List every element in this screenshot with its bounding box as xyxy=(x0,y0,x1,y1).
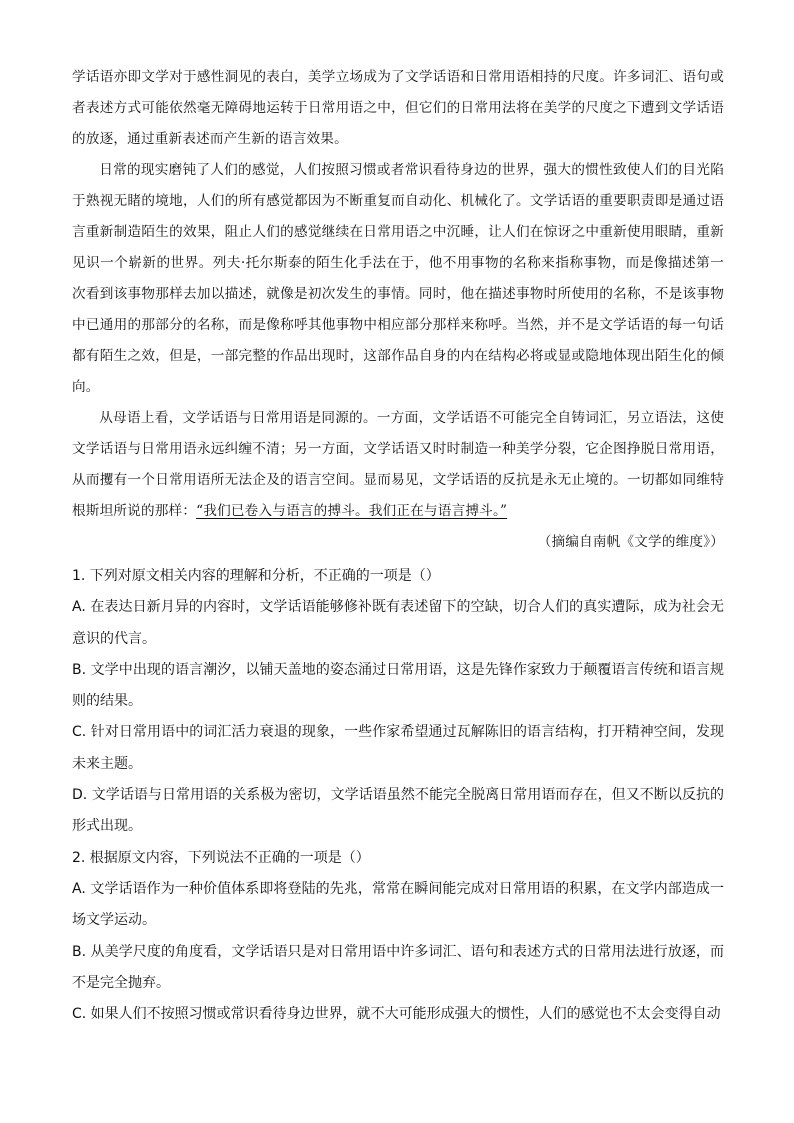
question-1-stem: 1. 下列对原文相关内容的理解和分析，不正确的一项是（） xyxy=(72,568,440,584)
passage-paragraph-1: 学话语亦即文学对于感性洞见的表白，美学立场成为了文学话语和日常用语相持的尺度。许多词汇、语句或者表述方式可能依然毫无障碍地运转于日常用语之中，但它们的日常用法将在美学的尺度之下遭到文学话语的放逐，通过重新表述而产生新的语言效果。 xyxy=(72,69,724,147)
question-2-stem: 2. 根据原文内容，下列说法不正确的一项是（） xyxy=(72,849,370,866)
passage-source: （摘编自南帆《文学的维度》） xyxy=(537,534,724,550)
question-1-option-b: B. 文学中出现的语言潮汐，以铺天盖地的姿态涌过日常用语，这是先锋作家致力于颠覆语言传统和语言规则的结果。 xyxy=(72,661,724,710)
passage-paragraph-3-text: 从母语上看，文学话语与日常用语是同源的。一方面，文学话语不可能完全自铸词汇，另立语法，这使文学话语与日常用语永远纠缠不清；另一方面，文学话语又时时制造一种美学分裂，它企图挣脱日常用语，从而攫有一个日常用语所无法企及的语言空间。显而易见，文学话语的反抗是永无止境的。一切都如同维特根斯坦所说的那样： xyxy=(72,410,724,519)
passage-paragraph-3 xyxy=(72,403,724,527)
question-2-option-c: C. 如果人们不按照习惯或常识看待身边世界，就不大可能形成强大的惯性，人们的感觉也不太会变得自动 xyxy=(72,1006,721,1023)
passage-paragraph-2: 日常的现实磨钝了人们的感觉，人们按照习惯或者常识看待身边的世界，强大的惯性致使人们的目光陷于熟视无睹的境地，人们的所有感觉都因为不断重复而自动化、机械化了。文学话语的重要职责即是通过语言重新制造陌生的效果，阻止人们的感觉继续在日常用语之中沉睡，让人们在惊讶之中重新使用眼睛，重新见识一个崭新的世界。列夫·托尔斯泰的陌生化手法在于，他不用事物的名称来指称事物，而是像描述第一次看到该事物那样去加以描述，就像是初次发生的事情。同时，他在描述事物时所使用的名称，不是该事物中已通用的那部分的名称，而是像称呼其他事物中相应部分那样来称呼。当然，并不是文学话语的每一句话都有陌生之效，但是，一部完整的作品出现时，这部作品自身的内在结构必将或显或隐地体现出陌生化的倾向。 xyxy=(72,162,724,395)
reading-passage xyxy=(72,62,724,558)
question-1-option-a: A. 在表达日新月异的内容时，文学话语能够修补既有表述留下的空缺，切合人们的真实遭际，成为社会无意识的代言。 xyxy=(72,599,724,647)
question-2-option-b: B. 从美学尺度的角度看，文学话语只是对日常用语中许多词汇、语句和表述方式的日常用法进行放逐，而不是完全抛弃。 xyxy=(72,943,724,991)
wittgenstein-quote: “我们已卷入与语言的搏斗。我们正在与语言搏斗。” xyxy=(196,503,508,519)
question-2-option-a: A. 文学话语作为一种价值体系即将登陆的先兆，常常在瞬间能完成对日常用语的积累，在文学内部造成一场文学运动。 xyxy=(72,880,724,929)
question-1-option-c: C. 针对日常用语中的词汇活力衰退的现象，一些作家希望通过瓦解陈旧的语言结构，打开精神空间，发现未来主题。 xyxy=(72,724,724,772)
questions-section xyxy=(72,561,724,1030)
question-1-option-d: D. 文学话语与日常用语的关系极为密切，文学话语虽然不能完全脱离日常用语而存在，但又不断以反抗的形式出现。 xyxy=(72,787,724,835)
